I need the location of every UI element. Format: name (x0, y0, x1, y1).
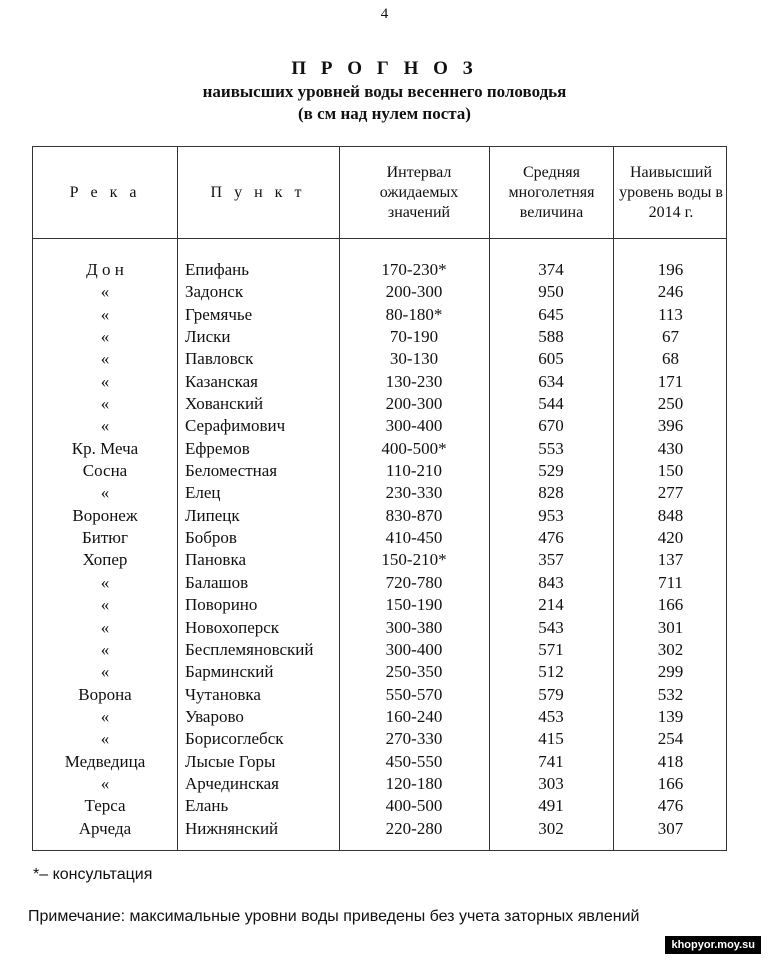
table-row (33, 371, 726, 393)
cell-point: Гремячье (185, 304, 253, 324)
cell-river: « (100, 349, 110, 369)
cell-max: 848 (657, 505, 684, 525)
table-row (33, 348, 726, 370)
table-row (33, 617, 726, 639)
cell-river: « (100, 639, 110, 659)
cell-max: 137 (657, 550, 684, 570)
cell-point: Уварово (185, 706, 244, 726)
cell-point: Новохоперск (185, 617, 280, 637)
cell-average: 512 (538, 662, 564, 682)
cell-point: Бесплемяновский (185, 639, 314, 659)
cell-point: Ефремов (185, 438, 250, 458)
cell-max: 254 (657, 729, 684, 749)
table-body (33, 259, 726, 840)
cell-interval: 550-570 (385, 684, 443, 704)
cell-point: Лиски (185, 327, 231, 347)
cell-interval: 830-870 (385, 505, 443, 525)
footnote: *– консультация (33, 866, 153, 883)
cell-average: 553 (538, 438, 564, 458)
table-row (33, 505, 726, 527)
cell-interval: 160-240 (385, 706, 443, 726)
cell-average: 453 (538, 706, 564, 726)
cell-average: 491 (538, 796, 564, 816)
table-row (33, 393, 726, 415)
table-row (33, 482, 726, 504)
cell-river: « (100, 483, 110, 503)
cell-interval: 220-280 (385, 818, 443, 838)
table-row (33, 415, 726, 437)
cell-point: Лысые Горы (185, 751, 276, 771)
cell-max: 299 (657, 662, 684, 682)
cell-interval: 300-400 (385, 416, 443, 436)
cell-river: « (100, 327, 110, 347)
cell-interval: 300-400 (385, 639, 443, 659)
cell-river: « (100, 662, 110, 682)
cell-river: Д о н (86, 260, 124, 279)
cell-max: 150 (657, 461, 684, 481)
cell-point: Хованский (185, 394, 264, 414)
table-row (33, 728, 726, 750)
cell-max: 420 (657, 528, 684, 548)
cell-river: « (100, 572, 110, 592)
table-row (33, 326, 726, 348)
cell-max: 246 (657, 282, 684, 302)
cell-point: Нижнянский (185, 818, 279, 838)
cell-river: « (100, 706, 110, 726)
table-row (33, 661, 726, 683)
cell-interval: 120-180 (385, 773, 443, 793)
table-row (33, 751, 726, 773)
cell-max: 171 (657, 371, 684, 391)
cell-max: 532 (657, 684, 684, 704)
cell-river: « (100, 617, 110, 637)
table-row (33, 594, 726, 616)
cell-average: 828 (538, 483, 564, 503)
cell-interval: 230-330 (385, 483, 443, 503)
cell-river: Сосна (82, 461, 128, 481)
cell-max: 67 (662, 327, 679, 347)
cell-average: 843 (538, 572, 564, 592)
cell-point: Павловск (185, 349, 254, 369)
cell-river: Терса (84, 796, 126, 816)
cell-interval: 30-130 (389, 349, 439, 369)
cell-river: « (100, 282, 110, 302)
table-row (33, 706, 726, 728)
cell-max: 113 (658, 304, 683, 324)
cell-average: 605 (538, 349, 564, 369)
cell-average: 645 (538, 304, 564, 324)
page-number: 4 (380, 6, 389, 22)
cell-average: 579 (538, 684, 564, 704)
cell-max: 166 (657, 595, 684, 615)
cell-river: « (100, 394, 110, 414)
cell-river: Хопер (82, 550, 128, 570)
table-row (33, 818, 726, 840)
cell-max: 418 (657, 751, 684, 771)
cell-river: Арчеда (78, 818, 132, 838)
cell-average: 588 (538, 327, 564, 347)
cell-max: 166 (657, 773, 684, 793)
cell-river: « (100, 371, 110, 391)
cell-point: Серафимович (185, 416, 286, 436)
cell-average: 543 (538, 617, 564, 637)
cell-point: Елань (185, 796, 229, 816)
table-row (33, 438, 726, 460)
cell-river: « (100, 773, 110, 793)
table-row (33, 527, 726, 549)
cell-interval: 300-380 (385, 617, 443, 637)
cell-average: 670 (538, 416, 564, 436)
cell-interval: 720-780 (385, 572, 443, 592)
cell-interval: 150-190 (385, 595, 443, 615)
cell-interval: 400-500 (385, 796, 443, 816)
cell-max: 277 (657, 483, 684, 503)
table-row (33, 684, 726, 706)
cell-max: 711 (658, 572, 683, 592)
cell-average: 303 (538, 773, 564, 793)
cell-max: 139 (657, 706, 684, 726)
header-average: Средняя многолетняя величина (508, 163, 595, 221)
cell-average: 544 (538, 394, 564, 414)
cell-max: 302 (657, 639, 684, 659)
document-title: П Р О Г Н О З (291, 58, 478, 79)
cell-average: 571 (538, 639, 564, 659)
table-row (33, 304, 726, 326)
cell-river: Ворона (78, 684, 132, 704)
cell-interval: 170-230* (381, 260, 447, 279)
cell-point: Казанская (185, 371, 258, 391)
cell-max: 301 (657, 617, 684, 637)
cell-max: 307 (657, 818, 684, 838)
cell-interval: 150-210* (381, 550, 447, 570)
cell-interval: 250-350 (385, 662, 443, 682)
table-row (33, 259, 726, 281)
cell-interval: 200-300 (385, 282, 443, 302)
cell-max: 396 (657, 416, 684, 436)
cell-average: 953 (538, 505, 564, 525)
cell-point: Чутановка (185, 684, 261, 704)
cell-point: Епифань (185, 260, 249, 279)
cell-max: 250 (657, 394, 684, 414)
cell-interval: 410-450 (385, 528, 443, 548)
cell-interval: 200-300 (385, 394, 443, 414)
cell-average: 741 (538, 751, 564, 771)
table-row (33, 460, 726, 482)
cell-average: 374 (538, 260, 564, 279)
document-subtitle: наивысших уровней воды весеннего половодья (202, 82, 567, 101)
cell-max: 68 (662, 349, 679, 369)
cell-point: Пановка (185, 550, 246, 570)
cell-point: Поворино (185, 595, 258, 615)
cell-interval: 270-330 (385, 729, 443, 749)
header-river: Р е к а (69, 183, 141, 201)
table-row (33, 281, 726, 303)
cell-average: 634 (538, 371, 564, 391)
cell-point: Балашов (185, 572, 249, 592)
watermark: khopyor.moy.su (665, 936, 761, 954)
cell-point: Барминский (185, 662, 274, 682)
note: Примечание: максимальные уровни воды приведены без учета заторных явлений (28, 908, 640, 925)
table-row (33, 773, 726, 795)
cell-point: Арчединская (185, 773, 279, 793)
header-point: П у н к т (210, 183, 306, 201)
cell-average: 415 (538, 729, 564, 749)
header-interval: Интервал ожидаемых значений (379, 163, 459, 221)
cell-point: Борисоглебск (185, 729, 284, 749)
cell-max: 196 (657, 260, 684, 279)
table-row (33, 795, 726, 817)
document-units: (в см над нулем поста) (298, 104, 471, 123)
forecast-table (32, 146, 727, 851)
cell-point: Задонск (185, 282, 244, 302)
cell-river: « (100, 416, 110, 436)
cell-point: Елец (185, 483, 221, 503)
cell-interval: 80-180* (385, 304, 443, 324)
cell-river: « (100, 729, 110, 749)
cell-interval: 450-550 (385, 751, 443, 771)
cell-average: 476 (538, 528, 564, 548)
cell-interval: 70-190 (389, 327, 439, 347)
cell-river: « (100, 595, 110, 615)
cell-average: 214 (538, 595, 564, 615)
cell-average: 529 (538, 461, 564, 481)
cell-interval: 400-500* (381, 438, 447, 458)
header-max-2014: Наивысший уровень воды в 2014 г. (619, 163, 723, 221)
cell-river: Кр. Меча (71, 438, 139, 458)
cell-point: Беломестная (185, 461, 278, 481)
cell-river: « (100, 304, 110, 324)
cell-river: Воронеж (72, 505, 138, 525)
cell-interval: 130-230 (385, 371, 443, 391)
cell-average: 357 (538, 550, 564, 570)
cell-average: 950 (538, 282, 564, 302)
cell-max: 430 (657, 438, 684, 458)
cell-interval: 110-210 (385, 461, 443, 481)
table-row (33, 639, 726, 661)
cell-point: Липецк (185, 505, 240, 525)
cell-max: 476 (657, 796, 684, 816)
cell-point: Бобров (185, 528, 237, 548)
cell-river: Медведица (64, 751, 146, 771)
cell-average: 302 (538, 818, 564, 838)
table-row (33, 572, 726, 594)
cell-river: Битюг (82, 528, 128, 548)
table-row (33, 549, 726, 571)
header-divider (33, 238, 726, 239)
